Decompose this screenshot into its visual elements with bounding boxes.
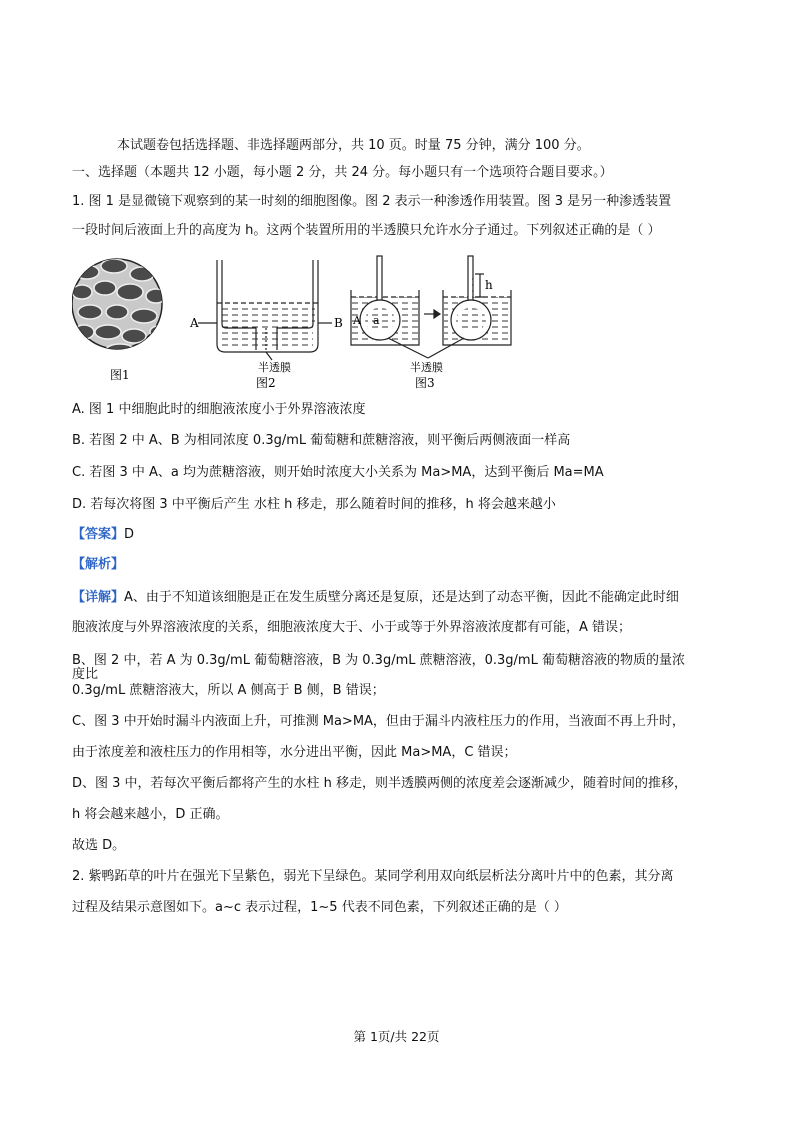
detail-text-8: h 将会越来越小，D 正确。: [72, 807, 229, 822]
fig1-caption: 图1: [110, 368, 130, 382]
fig2-caption: 图2: [256, 376, 276, 390]
fig2-membrane-label: 半透膜: [258, 361, 291, 374]
question-1-line-1: 1. 图 1 是显微镜下观察到的某一时刻的细胞图像。图 2 表示一种渗透作用装置。图 3 是另一种渗透装置: [72, 194, 672, 209]
answer-tag: 【答案】: [72, 527, 125, 542]
fig3-membrane-label: 半透膜: [410, 361, 443, 374]
detail-text-7: D、图 3 中，若每次平衡后都将产生的水柱 h 移走，则半透膜两侧的浓度差会逐渐减少，随着时间的推移，: [72, 776, 688, 791]
detail-text-6: 由于浓度差和液柱压力的作用相等，水分进出平衡，因此 Ma>MA，C 错误；: [72, 745, 517, 760]
question-2-line-2: 过程及结果示意图如下。a~c 表示过程，1~5 代表不同色素，下列叙述正确的是（ ）: [72, 900, 567, 915]
conclusion: 故选 D。: [72, 838, 126, 853]
answer-line: [72, 526, 134, 544]
fig3-label-a-inner: a: [373, 314, 380, 327]
fig3-caption: 图3: [415, 376, 435, 390]
fig2-u-tube: [198, 260, 332, 360]
detail-text-5: C、图 3 中开始时漏斗内液面上升，可推测 Ma>MA，但由于漏斗内液柱压力的作用，当液面不再上升时，: [72, 714, 685, 729]
section-heading: 一、选择题（本题共 12 小题，每小题 2 分，共 24 分。每小题只有一个选项符合题目要求。）: [72, 165, 613, 180]
fig1-cells: [72, 259, 166, 356]
option-d: D. 若每次将图 3 中平衡后产生 水柱 h 移走，那么随着时间的推移，h 将会越来越小: [72, 497, 556, 512]
page-footer: 第 1页/共 22页: [353, 1029, 440, 1044]
answer-value: D: [124, 527, 135, 542]
fig2-label-a: A: [190, 316, 199, 330]
detail-text-3b: 度比: [72, 667, 99, 682]
option-a: A. 图 1 中细胞此时的细胞液浓度小于外界溶液浓度: [72, 402, 366, 417]
option-b: B. 若图 2 中 A、B 为相同浓度 0.3g/mL 葡萄糖和蔗糖溶液，则平衡后两侧液面一样高: [72, 433, 571, 448]
detail-text-3: B、图 2 中，若 A 为 0.3g/mL 葡萄糖溶液，B 为 0.3g/mL 蔗糖溶液，0.3g/mL 葡萄糖溶液的物质的量浓: [72, 653, 685, 668]
fig3-label-a-outer: A: [353, 314, 361, 327]
question-1-figure: [72, 252, 512, 392]
option-c: C. 若图 3 中 A、a 均为蔗糖溶液，则开始时浓度大小关系为 Ma>MA，达到平衡后 Ma=MA: [72, 465, 604, 480]
question-2-line-1: 2. 紫鸭跖草的叶片在强光下呈紫色，弱光下呈绿色。某同学利用双向纸层析法分离叶片中的色素，其分离: [72, 869, 674, 884]
question-1-line-2: 一段时间后液面上升的高度为 h。这两个装置所用的半透膜只允许水分子通过。下列叙述正确的是（ ）: [72, 223, 661, 238]
detail-tag: 【详解】: [72, 590, 125, 605]
fig3-osmometer: [351, 256, 511, 358]
fig3-label-h: h: [485, 278, 493, 292]
analysis-tag: 【解析】: [72, 557, 125, 572]
fig2-label-b: B: [334, 316, 343, 330]
detail-text-4: 0.3g/mL 蔗糖溶液大，所以 A 侧高于 B 侧，B 错误；: [72, 683, 385, 698]
detail-text-2: 胞液浓度与外界溶液浓度的关系，细胞液浓度大于、小于或等于外界溶液浓度都有可能，A 错误；: [72, 620, 632, 635]
detail-text-1: A、由于不知道该细胞是正在发生质壁分离还是复原，还是达到了动态平衡，因此不能确定此时细: [124, 590, 679, 605]
detail-line-1: [72, 589, 679, 607]
intro-text: 本试题卷包括选择题、非选择题两部分，共 10 页。时量 75 分钟，满分 100 分。: [117, 138, 590, 153]
